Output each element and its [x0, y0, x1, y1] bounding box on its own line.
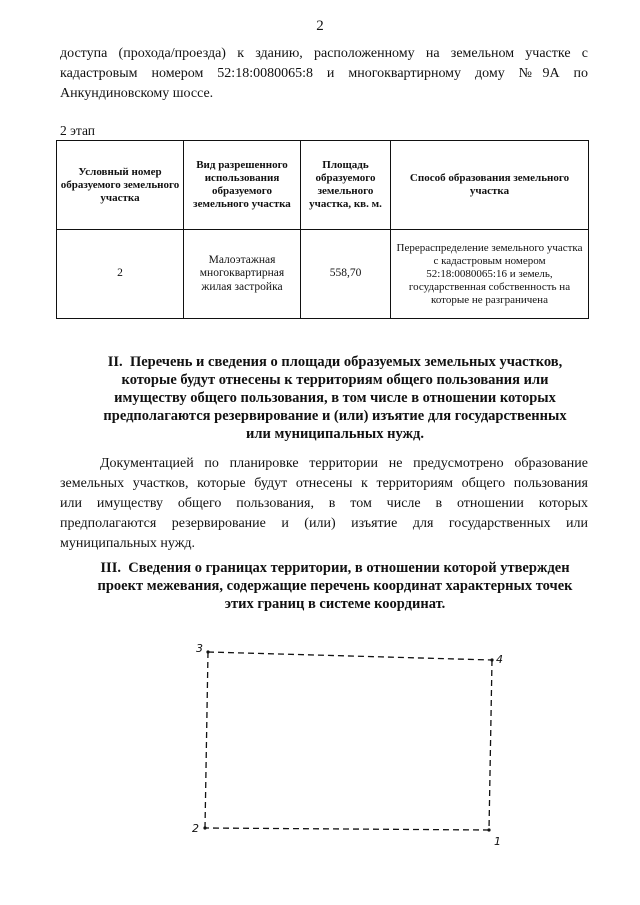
header-plot-number: Условный номер образуемого земельного участка — [57, 141, 184, 230]
section-3-heading-line: этих границ в системе координат. — [224, 596, 446, 612]
point-label-1: 1 — [494, 835, 501, 848]
boundary-edge-3-4 — [208, 652, 492, 660]
section-2-numeral: II. — [107, 354, 123, 370]
boundary-vertex-3 — [206, 650, 209, 653]
boundary-edge-1-2 — [205, 828, 489, 830]
section-2-heading-line: которые будут отнесены к территориям общего пользования или — [121, 372, 549, 388]
header-permitted-use: Вид разрешенного использования образуемого земельного участка — [184, 141, 301, 230]
paragraph-line: Документацией по планировке территории не предусмотрено образование — [100, 456, 588, 471]
section-3-title: Сведения о границах территории, в отношении которой утвержден — [128, 560, 570, 576]
boundary-vertex-1 — [487, 828, 490, 831]
section-2-heading-line: имуществу общего пользования, в том числе в отношении которых — [114, 390, 556, 406]
boundary-vertex-2 — [203, 826, 206, 829]
header-area: Площадь образуемого земельного участка, кв. м. — [301, 141, 391, 230]
intro-line: Анкундиновскому шоссе. — [60, 86, 214, 101]
section-2-heading-line: или муниципальных нужд. — [246, 426, 424, 442]
cell-area: 558,70 — [301, 230, 391, 319]
intro-line: кадастровым номером 52:18:0080065:8 и многоквартирному дому №9А по — [60, 66, 588, 81]
section-2-heading-line: предполагаются резервирование и (или) изъятие для государственных — [103, 408, 567, 424]
paragraph-line: или имуществу общего пользования, в том числе в отношении которых — [60, 496, 588, 511]
paragraph-line: земельных участков, которые будут отнесены к территориям общего пользования — [60, 476, 588, 491]
paragraph-line: муниципальных нужд. — [60, 536, 196, 551]
cell-permitted-use: Малоэтажная многоквартирная жилая застройка — [184, 230, 301, 319]
point-label-2: 2 — [192, 822, 199, 835]
stage-label: 2 этап — [60, 123, 96, 138]
point-label-4: 4 — [496, 653, 503, 666]
boundary-edge-4-1 — [489, 660, 492, 830]
boundary-edge-2-3 — [205, 652, 208, 828]
paragraph-line: предполагаются резервирование и (или) изъятие для государственных или — [60, 516, 588, 531]
header-formation-method: Способ образования земельного участка — [391, 141, 589, 230]
section-3-heading-line: проект межевания, содержащие перечень координат характерных точек — [97, 578, 573, 594]
cell-formation-method: Перераспределение земельного участка с кадастровым номером 52:18:0080065:16 и земель, государственная собственность на которые не разграничена — [391, 230, 589, 319]
section-3-numeral: III. — [100, 560, 121, 576]
boundary-vertex-4 — [490, 658, 493, 661]
page-number: 2 — [316, 18, 324, 34]
section-2-title: Перечень и сведения о площади образуемых земельных участков, — [129, 354, 563, 370]
point-label-3: 3 — [196, 642, 203, 655]
cell-plot-number: 2 — [57, 230, 184, 319]
intro-line: доступа (прохода/проезда) к зданию, расположенному на земельном участке с — [60, 46, 588, 61]
